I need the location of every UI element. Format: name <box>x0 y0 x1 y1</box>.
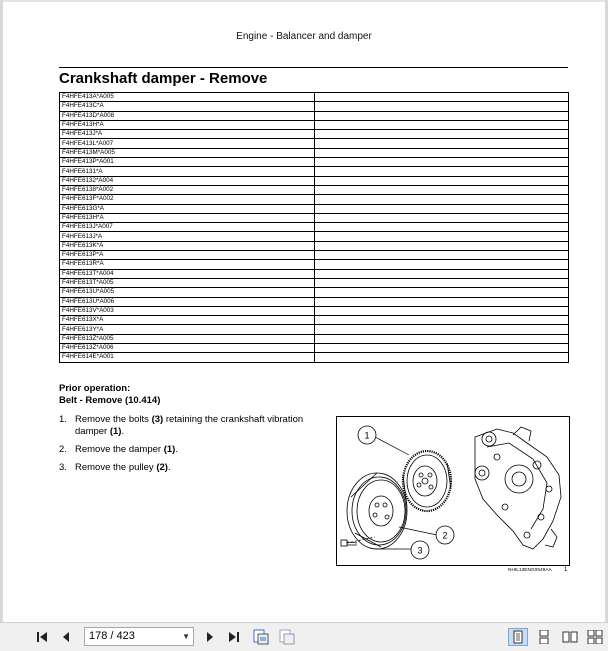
damper-illustration <box>337 417 569 565</box>
page-indicator: 178 / 423 <box>89 630 135 642</box>
empty-cell <box>315 130 569 139</box>
model-code-cell: F4HFE413L*A007 <box>60 139 315 148</box>
prior-operation-link[interactable]: Belt - Remove (10.414) <box>59 395 161 406</box>
model-code-cell: F4HFE613U*A005 <box>60 288 315 297</box>
facing-view-icon <box>562 630 578 644</box>
empty-cell <box>315 158 569 167</box>
empty-cell <box>315 213 569 222</box>
fit-width-button[interactable] <box>278 628 296 646</box>
empty-cell <box>315 260 569 269</box>
model-code-cell: F4HFE613T*A005 <box>60 278 315 287</box>
table-row <box>60 353 569 362</box>
table-row <box>60 102 569 111</box>
table-row <box>60 241 569 250</box>
figure-number: 1 <box>564 567 568 573</box>
step-2 <box>59 444 329 456</box>
table-row <box>60 158 569 167</box>
table-row <box>60 139 569 148</box>
pulley-drawing <box>347 473 407 549</box>
single-page-view-button[interactable] <box>508 628 528 646</box>
step-text-part: retaining the crankshaft vibration damper <box>75 414 304 437</box>
empty-cell <box>315 120 569 129</box>
table-row <box>60 120 569 129</box>
empty-cell <box>315 334 569 343</box>
empty-cell <box>315 176 569 185</box>
callout-label: 1 <box>364 430 370 441</box>
model-code-cell: F4HFE613F*A002 <box>60 195 315 204</box>
prev-page-button[interactable] <box>58 628 74 646</box>
empty-cell <box>315 148 569 157</box>
table-row <box>60 251 569 260</box>
model-code-cell: F4HFE413D*A008 <box>60 111 315 120</box>
step-text-part: . <box>167 462 171 473</box>
viewer-toolbar <box>0 622 608 651</box>
empty-cell <box>315 344 569 353</box>
table-row <box>60 223 569 232</box>
empty-cell <box>315 111 569 120</box>
table-row <box>60 93 569 102</box>
model-code-cell: F4HFE413C*A <box>60 102 315 111</box>
step-text <box>75 414 329 438</box>
last-page-icon <box>227 630 241 644</box>
table-row <box>60 204 569 213</box>
continuous-facing-view-icon <box>587 630 603 644</box>
page-number-field[interactable] <box>84 627 194 646</box>
model-code-cell: F4HFE613H*A <box>60 213 315 222</box>
empty-cell <box>315 223 569 232</box>
step-text <box>75 444 329 456</box>
fit-page-button[interactable] <box>252 628 270 646</box>
next-page-icon <box>203 630 217 644</box>
facing-view-button[interactable] <box>561 628 579 646</box>
table-row <box>60 278 569 287</box>
damper-drawing <box>403 451 451 511</box>
step-1 <box>59 414 329 438</box>
last-page-button[interactable] <box>226 628 242 646</box>
viewer-frame-left <box>0 0 3 622</box>
empty-cell <box>315 306 569 315</box>
procedure-steps <box>59 414 329 480</box>
step-ref: (2) <box>156 462 168 473</box>
empty-cell <box>315 185 569 194</box>
step-ref: (1) <box>109 426 122 437</box>
figure-code: NHIL13ENG0549AA <box>508 568 552 573</box>
step-number: 2. <box>59 444 67 455</box>
model-code-cell: F4HFE413P*A001 <box>60 158 315 167</box>
model-code-cell: F4HFE613J*A007 <box>60 223 315 232</box>
page-header: Engine - Balancer and damper <box>236 31 372 42</box>
step-number: 3. <box>59 462 67 473</box>
empty-cell <box>315 353 569 362</box>
model-code-cell: F4HFE613T*A004 <box>60 269 315 278</box>
table-row <box>60 130 569 139</box>
step-text <box>75 462 329 474</box>
prior-operation-label: Prior operation: <box>59 383 131 394</box>
table-row <box>60 325 569 334</box>
fit-page-icon <box>253 629 269 645</box>
continuous-view-icon <box>537 630 551 644</box>
model-code-cell: F4HFE613X*A <box>60 316 315 325</box>
prior-operation <box>59 383 160 407</box>
table-row <box>60 288 569 297</box>
empty-cell <box>315 288 569 297</box>
viewer-frame-top <box>0 0 608 2</box>
table-row <box>60 195 569 204</box>
empty-cell <box>315 232 569 241</box>
empty-cell <box>315 325 569 334</box>
table-row <box>60 306 569 315</box>
title-rule <box>59 67 568 68</box>
empty-cell <box>315 93 569 102</box>
step-number: 1. <box>59 414 67 425</box>
step-ref: (3) <box>151 414 164 425</box>
table-row <box>60 316 569 325</box>
table-row <box>60 232 569 241</box>
model-code-cell: F4HFE613P*A <box>60 251 315 260</box>
prev-page-icon <box>59 630 73 644</box>
continuous-view-button[interactable] <box>535 628 553 646</box>
table-row <box>60 260 569 269</box>
empty-cell <box>315 195 569 204</box>
continuous-facing-view-button[interactable] <box>586 628 604 646</box>
model-code-cell: F4HFE413H*A <box>60 120 315 129</box>
table-row <box>60 148 569 157</box>
model-code-cell: F4HFE6138*A002 <box>60 185 315 194</box>
step-text-part: Remove the pulley <box>75 462 157 473</box>
exploded-view-figure <box>336 416 570 566</box>
step-text-part: . <box>175 444 178 455</box>
callout-label: 3 <box>417 545 423 556</box>
table-row <box>60 213 569 222</box>
empty-cell <box>315 251 569 260</box>
model-code-cell: F4HFE614E*A001 <box>60 353 315 362</box>
model-code-cell: F4HFE613G*A <box>60 204 315 213</box>
model-code-cell: F4HFE6132*A004 <box>60 176 315 185</box>
empty-cell <box>315 102 569 111</box>
table-row <box>60 167 569 176</box>
model-code-cell: F4HFE413A*A005 <box>60 93 315 102</box>
table-row <box>60 111 569 120</box>
model-code-cell: F4HFE613Z*A005 <box>60 334 315 343</box>
empty-cell <box>315 278 569 287</box>
empty-cell <box>315 204 569 213</box>
table-row <box>60 344 569 353</box>
table-row <box>60 297 569 306</box>
callout-2 <box>436 526 454 544</box>
empty-cell <box>315 139 569 148</box>
single-page-view-icon <box>511 630 525 644</box>
empty-cell <box>315 269 569 278</box>
fit-width-icon <box>279 629 295 645</box>
table-row <box>60 185 569 194</box>
callout-3 <box>411 541 429 559</box>
model-table <box>59 92 569 363</box>
model-code-cell: F4HFE413M*A005 <box>60 148 315 157</box>
model-code-cell: F4HFE6131*A <box>60 167 315 176</box>
step-text-part: Remove the damper <box>75 444 164 455</box>
empty-cell <box>315 316 569 325</box>
engine-cover-drawing <box>475 427 561 549</box>
model-code-cell: F4HFE613V*A003 <box>60 306 315 315</box>
model-code-cell: F4HFE613Z*A006 <box>60 344 315 353</box>
empty-cell <box>315 167 569 176</box>
empty-cell <box>315 297 569 306</box>
table-row <box>60 176 569 185</box>
chevron-down-icon[interactable]: ▼ <box>182 632 190 641</box>
callout-label: 2 <box>442 530 448 541</box>
callout-leaders <box>375 437 437 549</box>
table-row <box>60 269 569 278</box>
page-title: Crankshaft damper - Remove <box>59 70 268 87</box>
step-text-part: Remove the bolts <box>75 414 152 425</box>
callout-1 <box>358 426 376 444</box>
first-page-button[interactable] <box>34 628 50 646</box>
model-code-cell: F4HFE413J*A <box>60 130 315 139</box>
first-page-icon <box>35 630 49 644</box>
model-code-cell: F4HFE613U*A006 <box>60 297 315 306</box>
empty-cell <box>315 241 569 250</box>
step-text-part: . <box>121 426 125 437</box>
step-3 <box>59 462 329 474</box>
model-code-cell: F4HFE613Y*A <box>60 325 315 334</box>
model-code-cell: F4HFE613K*A <box>60 241 315 250</box>
model-code-cell: F4HFE613J*A <box>60 232 315 241</box>
table-row <box>60 334 569 343</box>
step-ref: (1) <box>163 444 176 455</box>
model-code-cell: F4HFE613R*A <box>60 260 315 269</box>
next-page-button[interactable] <box>202 628 218 646</box>
